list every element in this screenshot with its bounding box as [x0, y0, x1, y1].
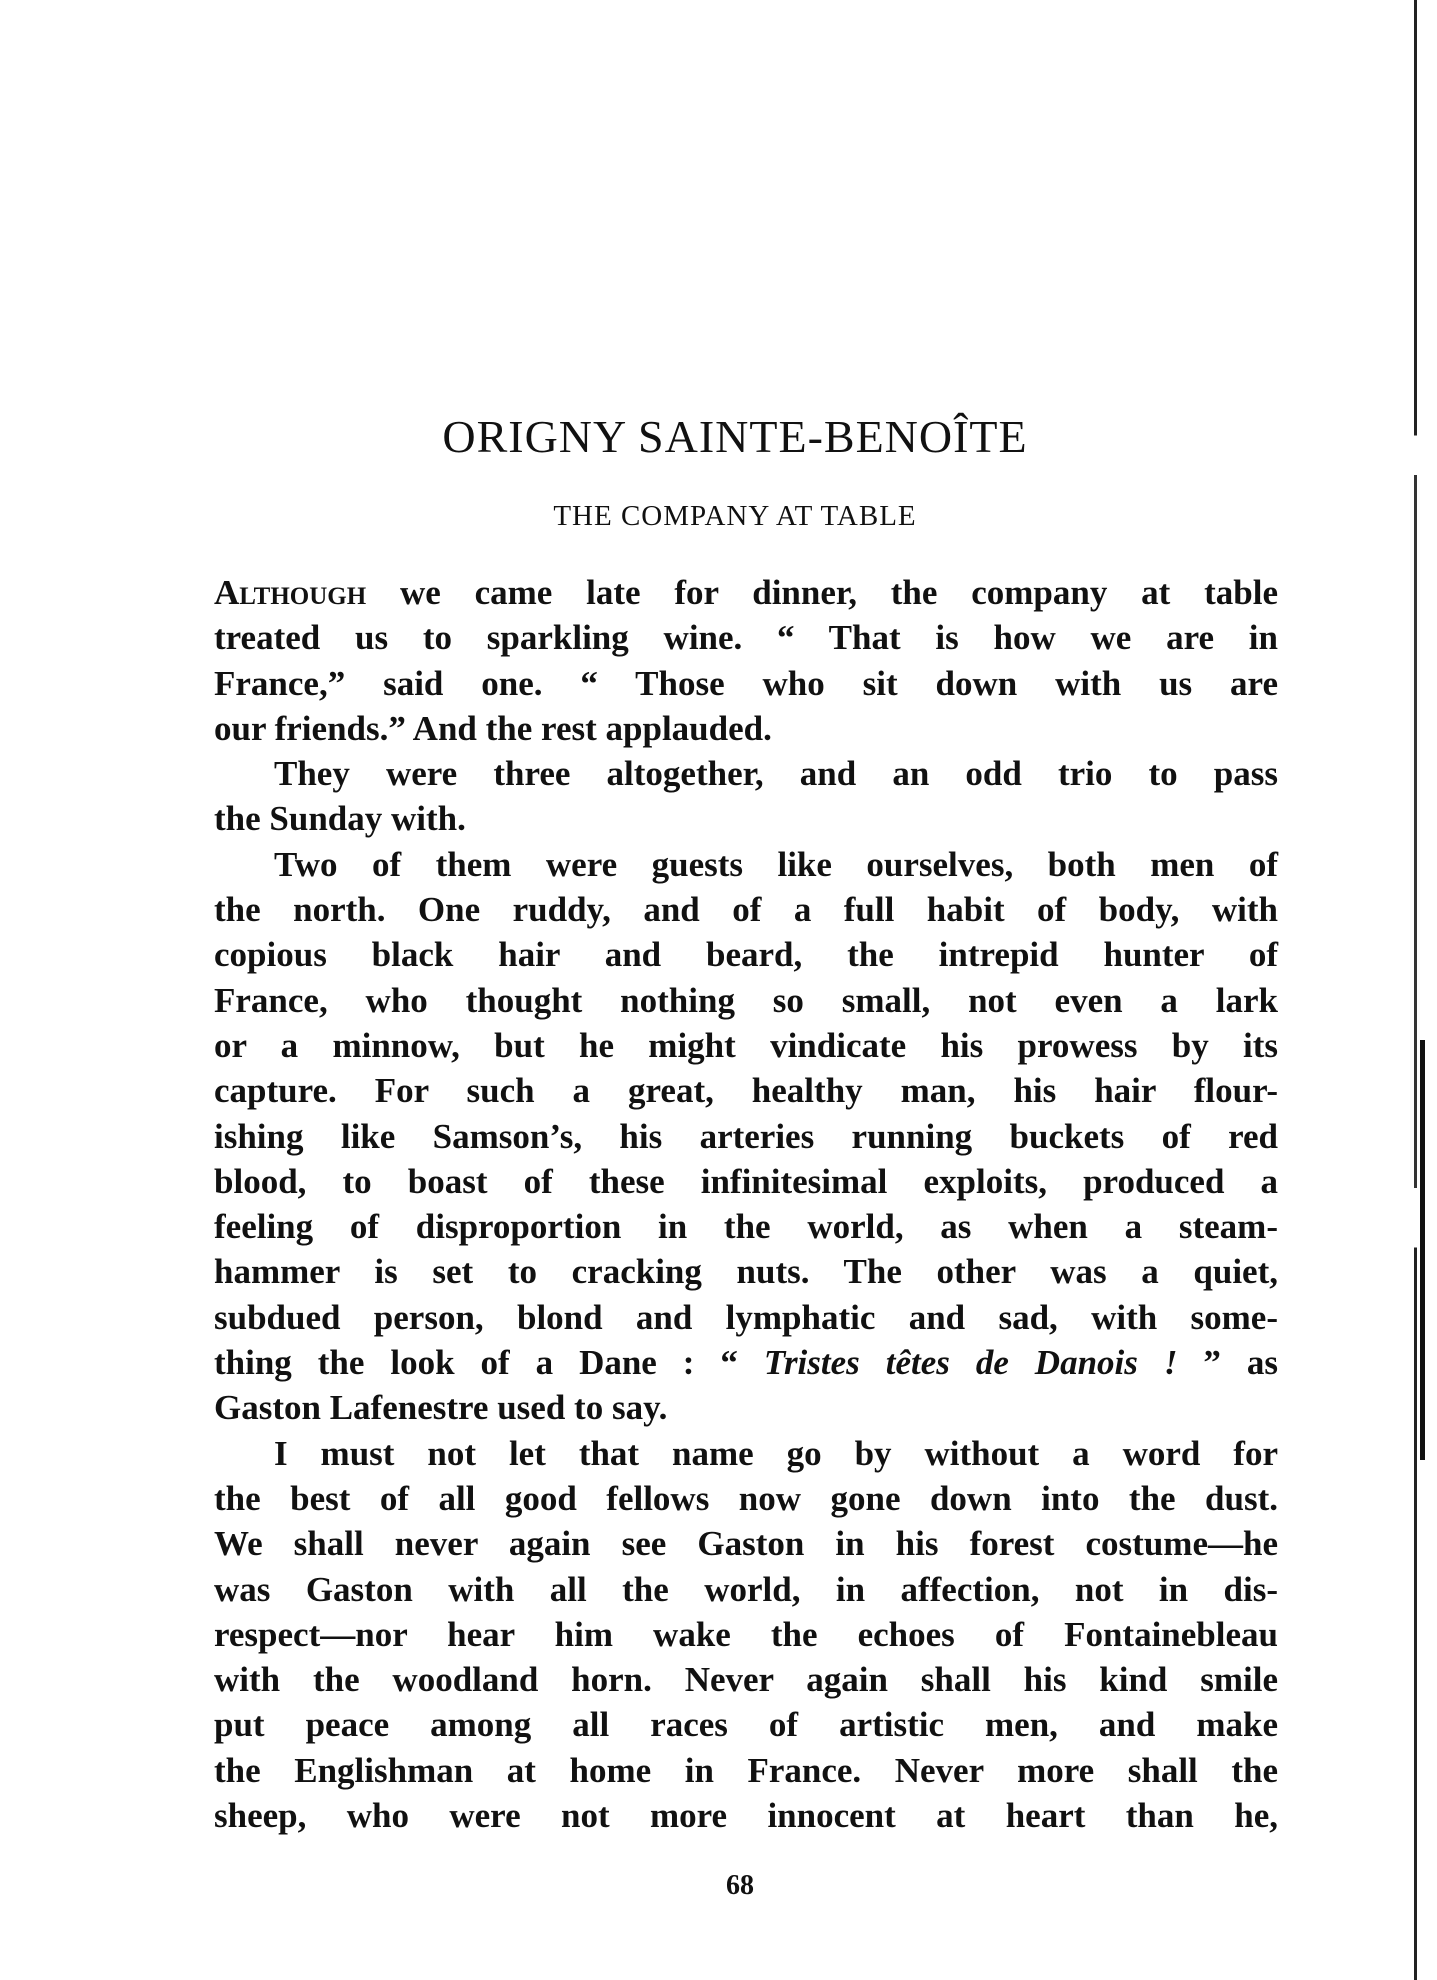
text-span: the Englishman at home in France. Never more shall the — [214, 1750, 1278, 1790]
text-span: feeling of disproportion in the world, as when a steam- — [214, 1207, 1278, 1247]
text-line — [214, 615, 1278, 660]
text-line — [214, 1612, 1278, 1657]
scan-edge — [1414, 0, 1417, 1980]
text-line — [214, 1476, 1278, 1521]
text-line — [214, 1295, 1278, 1340]
text-span: hammer is set to cracking nuts. The other was a quiet, — [214, 1252, 1278, 1292]
text-span: I must not let that name go by without a word for — [274, 1433, 1278, 1473]
text-span: We shall never again see Gaston in his forest costume—he — [214, 1524, 1278, 1564]
text-span: the north. One ruddy, and of a full habit of body, with — [214, 890, 1278, 930]
small-caps-text: Although — [214, 573, 367, 612]
text-span: ” as — [1177, 1343, 1278, 1383]
text-line — [214, 1159, 1278, 1204]
text-span: subdued person, blond and lymphatic and sad, with some- — [214, 1297, 1278, 1337]
italic-text: Tristes têtes de Danois ! — [763, 1343, 1178, 1383]
text-span: thing the look of a Dane : “ — [214, 1343, 764, 1383]
text-span: the best of all good fellows now gone down into the dust. — [214, 1478, 1278, 1518]
text-span: Two of them were guests like ourselves, both men of — [274, 844, 1278, 884]
text-line — [214, 1023, 1278, 1068]
text-span: capture. For such a great, healthy man, his hair flour- — [214, 1071, 1278, 1111]
text-span: with the woodland horn. Never again shall his kind smile — [214, 1660, 1278, 1700]
text-line — [214, 1657, 1278, 1702]
text-line — [214, 1521, 1278, 1566]
text-span: sheep, who were not more innocent at heart than he, — [214, 1796, 1278, 1836]
text-line — [214, 1385, 1278, 1430]
text-line — [214, 842, 1278, 887]
text-line — [214, 751, 1278, 796]
text-span: was Gaston with all the world, in affection, not in dis- — [214, 1569, 1278, 1609]
text-span: ishing like Samson’s, his arteries running buckets of red — [214, 1116, 1278, 1156]
text-line — [214, 1340, 1278, 1385]
text-line — [214, 1431, 1278, 1476]
text-line — [214, 1702, 1278, 1747]
text-span: copious black hair and beard, the intrepid hunter of — [214, 935, 1278, 975]
text-span: we came late for dinner, the company at table — [366, 573, 1278, 612]
text-span: They were three altogether, and an odd trio to pass — [274, 754, 1278, 794]
text-line — [214, 706, 1278, 751]
text-span: put peace among all races of artistic men, and make — [214, 1705, 1278, 1745]
chapter-title: ORIGNY SAINTE-BENOÎTE — [442, 411, 1028, 462]
body-text — [214, 570, 1278, 1838]
text-span: France, who thought nothing so small, not even a lark — [214, 980, 1278, 1020]
section-subtitle: THE COMPANY AT TABLE — [553, 500, 917, 532]
text-line — [214, 1114, 1278, 1159]
page-number: 68 — [726, 1870, 754, 1901]
text-line — [214, 1748, 1278, 1793]
text-span: Gaston Lafenestre used to say. — [214, 1388, 668, 1428]
text-line — [214, 1068, 1278, 1113]
text-line — [214, 570, 1278, 615]
text-span: blood, to boast of these infinitesimal exploits, produced a — [214, 1161, 1278, 1201]
text-line — [214, 978, 1278, 1023]
text-line — [214, 1204, 1278, 1249]
text-line — [214, 1793, 1278, 1838]
text-span: France,” said one. “ Those who sit down with us are — [214, 663, 1278, 703]
text-line — [214, 1567, 1278, 1612]
scan-edge-shadow — [1420, 1040, 1425, 1460]
text-span: respect—nor hear him wake the echoes of Fontainebleau — [214, 1614, 1278, 1654]
text-span: the Sunday with. — [214, 799, 466, 839]
text-line — [214, 1249, 1278, 1294]
text-line — [214, 796, 1278, 841]
text-line — [214, 932, 1278, 977]
text-line — [214, 887, 1278, 932]
text-line — [214, 661, 1278, 706]
text-span: or a minnow, but he might vindicate his prowess by its — [214, 1025, 1278, 1065]
text-span: our friends.” And the rest applauded. — [214, 708, 772, 748]
text-span: treated us to sparkling wine. “ That is how we are in — [214, 618, 1278, 658]
